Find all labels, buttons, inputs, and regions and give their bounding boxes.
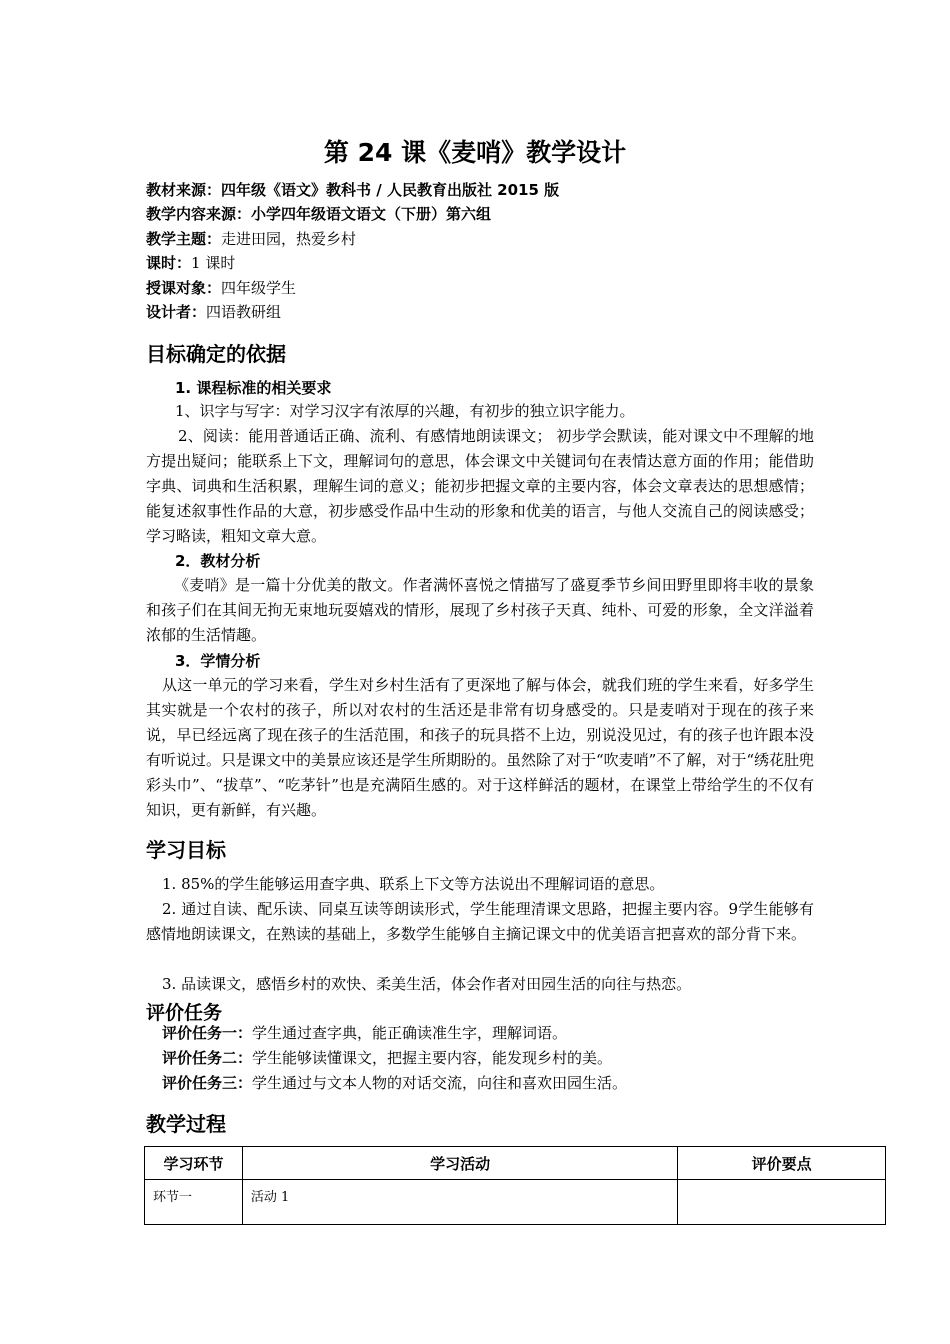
section-heading-basis: 目标确定的依据 bbox=[146, 342, 286, 366]
goal-2: 2. 通过自读、配乐读、同桌互读等朗读形式，学生能理清课文思路，把握主要内容。9学生能够有感情地朗读课文，在熟读的基础上，多数学生能够自主摘记课文中的优美语言把喜欢的部分背下来。 bbox=[146, 900, 814, 943]
eval-task-2: 评价任务二：学生能够读懂课文，把握主要内容，能发现乡村的美。 bbox=[162, 1049, 613, 1067]
subheading-textbook-analysis: 2．教材分析 bbox=[175, 552, 261, 570]
meta-theme: 教学主题：走进田园，热爱乡村 bbox=[146, 230, 357, 248]
meta-designer: 设计者：四语教研组 bbox=[146, 303, 282, 321]
document-title: 第 24 课《麦哨》教学设计 bbox=[323, 138, 627, 167]
section-heading-eval: 评价任务 bbox=[146, 1002, 223, 1024]
subheading-learner-analysis: 3．学情分析 bbox=[175, 652, 261, 670]
table-cell-stage: 环节一 bbox=[145, 1180, 243, 1225]
meta-source: 教材来源：四年级《语文》教科书 / 人民教育出版社 2015 版 bbox=[146, 181, 560, 199]
table-cell-activity: 活动 1 bbox=[242, 1180, 677, 1225]
eval-task-1: 评价任务一：学生通过查字典，能正确读准生字，理解词语。 bbox=[162, 1024, 568, 1042]
goal-1: 1. 85%的学生能够运用查字典、联系上下文等方法说出不理解词语的意思。 bbox=[162, 875, 665, 893]
column-header-activity: 学习活动 bbox=[242, 1147, 677, 1180]
column-header-stage: 学习环节 bbox=[145, 1147, 243, 1180]
table-cell-evaluation bbox=[678, 1180, 886, 1225]
meta-hours: 课时：1 课时 bbox=[146, 254, 236, 272]
section-heading-process: 教学过程 bbox=[146, 1112, 226, 1136]
table-row bbox=[145, 1180, 886, 1225]
section-heading-goals: 学习目标 bbox=[146, 838, 226, 862]
teaching-process-table bbox=[144, 1146, 886, 1225]
goal-3: 3. 品读课文，感悟乡村的欢快、柔美生活，体会作者对田园生活的向往与热恋。 bbox=[162, 975, 692, 993]
subheading-curriculum: 1. 课程标准的相关要求 bbox=[175, 379, 332, 397]
meta-audience: 授课对象：四年级学生 bbox=[146, 279, 297, 297]
curriculum-item-1: 1、识字与写字：对学习汉字有浓厚的兴趣，有初步的独立识字能力。 bbox=[175, 402, 635, 420]
curriculum-item-2: 2、阅读：能用普通话正确、流利、有感情地朗读课文； 初步学会默读，能对课文中不理解的地方提出疑问；能联系上下文，理解词句的意思，体会课文中关键词句在表情达意方面的作用；能借助字典、词典和生活积累，理解生词的意义；能初步把握文章的主要内容，体会文章表达的思想感情； 能复述叙事性作品的大意，初步感受作品中生动的形象和优美的语言，与他人交流自己的阅读感受；学习略读，粗知文章大意。 bbox=[146, 427, 814, 545]
table-header-row bbox=[145, 1147, 886, 1180]
learner-analysis-text: 从这一单元的学习来看，学生对乡村生活有了更深地了解与体会，就我们班的学生来看，好多学生其实就是一个农村的孩子，所以对农村的生活还是非常有切身感受的。只是麦哨对于现在的孩子来说，早已经远离了现在孩子的生活范围，和孩子的玩具搭不上边，别说没见过，有的孩子也许跟本没有听说过。只是课文中的美景应该还是学生所期盼的。虽然除了对于“吹麦哨”不了解，对于“绣花肚兜彩头巾”、“拔草”、“吃茅针”也是充满陌生感的。对于这样鲜活的题材，在课堂上带给学生的不仅有知识，更有新鲜，有兴趣。 bbox=[146, 676, 815, 819]
textbook-analysis-text: 《麦哨》是一篇十分优美的散文。作者满怀喜悦之情描写了盛夏季节乡间田野里即将丰收的景象和孩子们在其间无拘无束地玩耍嬉戏的情形，展现了乡村孩子天真、纯朴、可爱的形象，全文洋溢着浓郁的生活情趣。 bbox=[146, 576, 814, 644]
column-header-evaluation: 评价要点 bbox=[678, 1147, 886, 1180]
eval-task-3: 评价任务三：学生通过与文本人物的对话交流，向往和喜欢田园生活。 bbox=[162, 1074, 628, 1092]
meta-content-source: 教学内容来源：小学四年级语文语文（下册）第六组 bbox=[146, 205, 492, 223]
